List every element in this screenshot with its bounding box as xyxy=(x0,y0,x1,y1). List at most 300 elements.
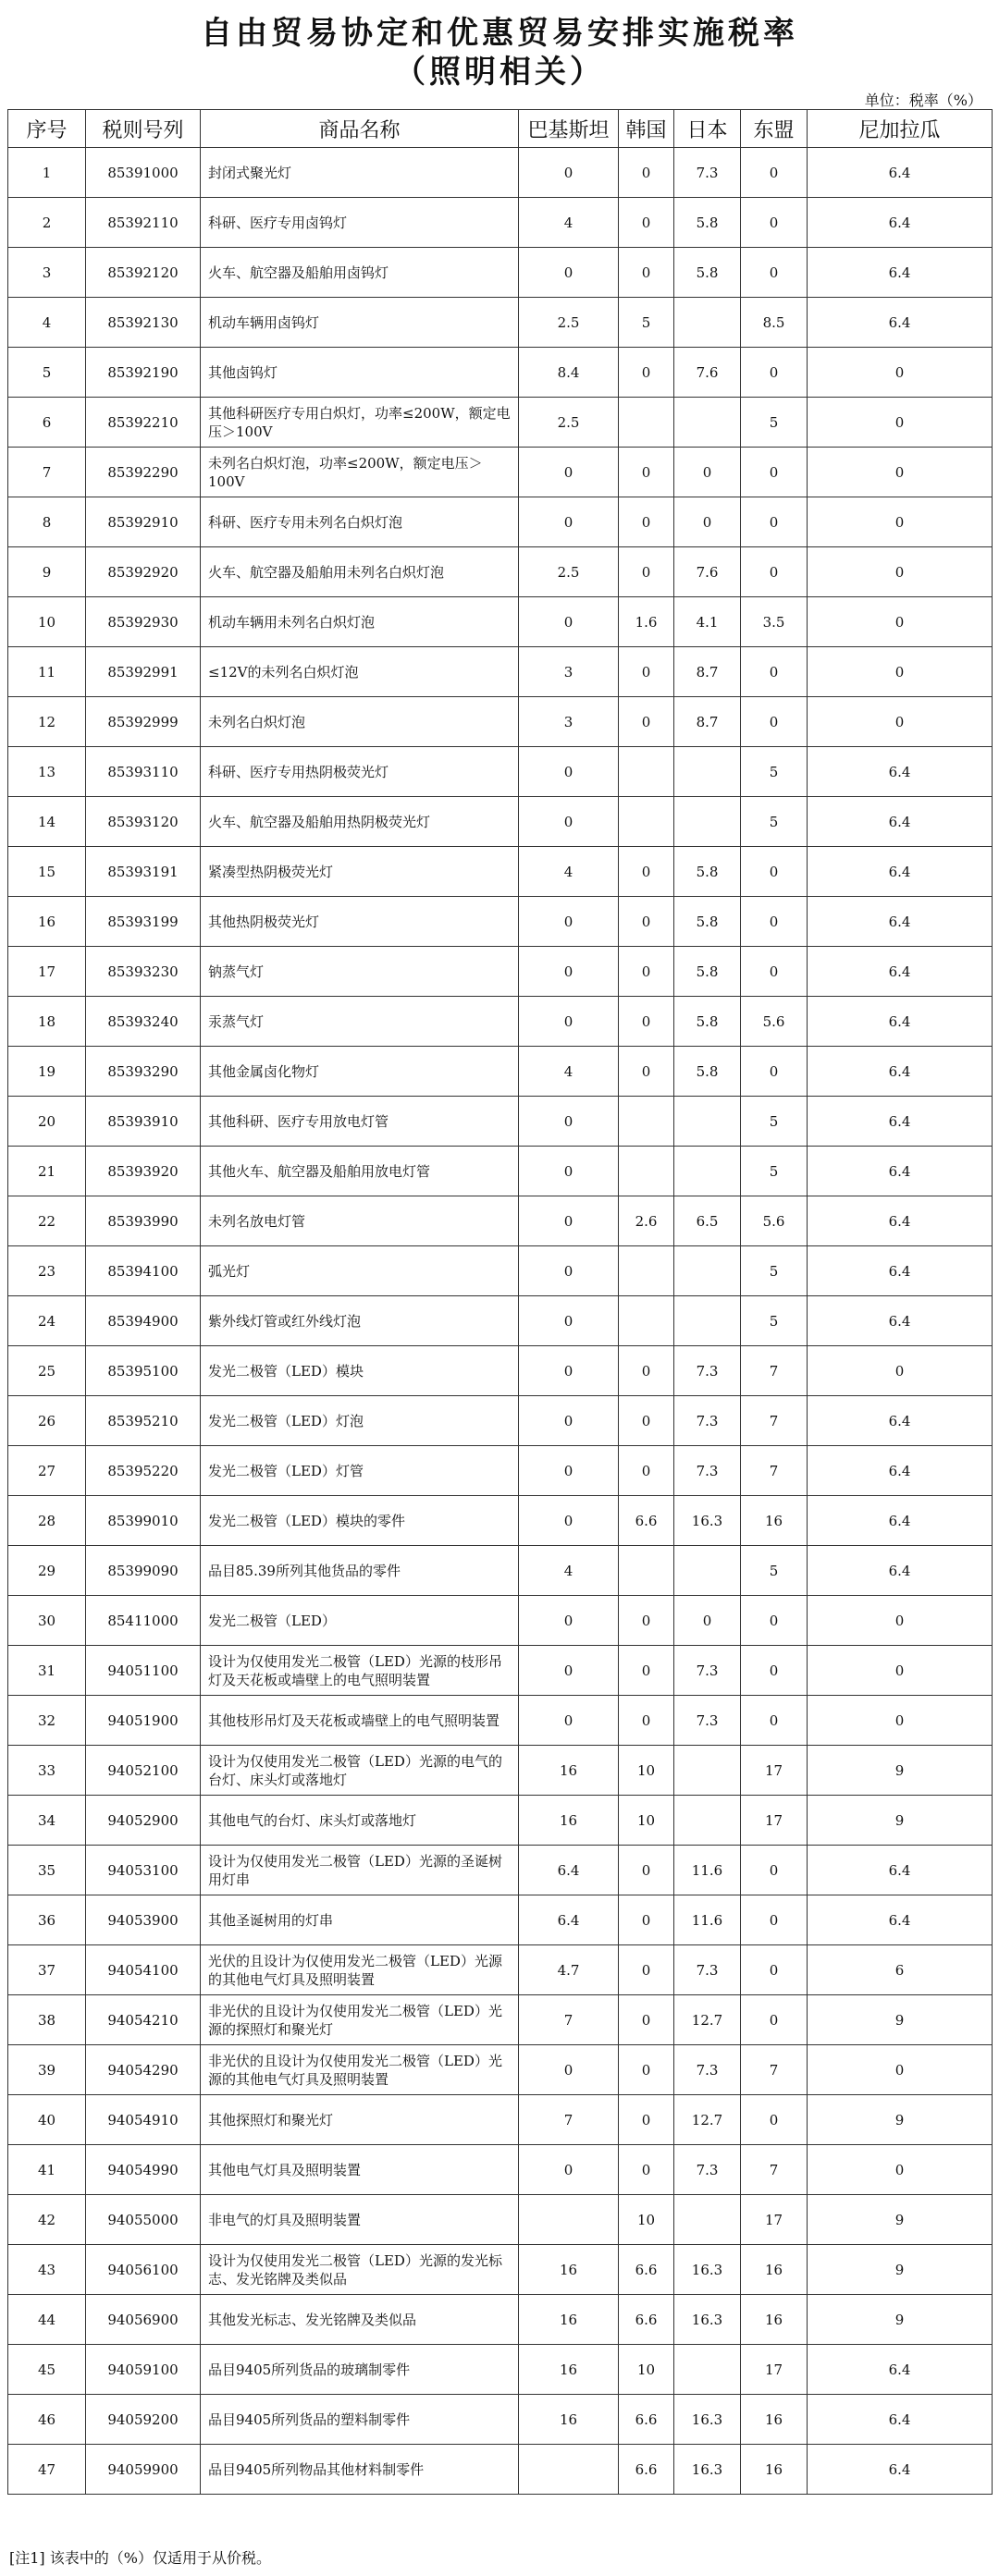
cell-rate-japan: 0 xyxy=(674,497,741,547)
cell-rate-nicaragua: 6.4 xyxy=(808,1396,993,1446)
cell-rate-japan: 7.3 xyxy=(674,1346,741,1396)
cell-rate-korea: 6.6 xyxy=(619,1496,674,1546)
cell-index: 18 xyxy=(8,997,86,1047)
table-row xyxy=(8,1246,993,1296)
cell-product-name: 其他发光标志、发光铭牌及类似品 xyxy=(201,2295,519,2345)
cell-rate-nicaragua: 0 xyxy=(808,1696,993,1746)
cell-tariff-code: 94055000 xyxy=(86,2195,201,2245)
cell-tariff-code: 94052900 xyxy=(86,1796,201,1846)
cell-rate-asean: 17 xyxy=(741,1746,808,1796)
cell-rate-nicaragua: 6.4 xyxy=(808,1196,993,1246)
cell-product-name: 火车、航空器及船舶用未列名白炽灯泡 xyxy=(201,547,519,597)
cell-rate-korea: 0 xyxy=(619,1995,674,2045)
cell-rate-japan: 12.7 xyxy=(674,1995,741,2045)
cell-tariff-code: 85392999 xyxy=(86,697,201,747)
cell-tariff-code: 85393910 xyxy=(86,1097,201,1147)
table-row xyxy=(8,1296,993,1346)
cell-tariff-code: 85395100 xyxy=(86,1346,201,1396)
cell-index: 14 xyxy=(8,797,86,847)
cell-rate-korea: 0 xyxy=(619,1396,674,1446)
cell-product-name: 科研、医疗专用热阴极荧光灯 xyxy=(201,747,519,797)
cell-rate-pakistan: 2.5 xyxy=(519,398,619,448)
cell-product-name: 光伏的且设计为仅使用发光二极管（LED）光源的其他电气灯具及照明装置 xyxy=(201,1945,519,1995)
cell-rate-pakistan: 0 xyxy=(519,1097,619,1147)
cell-rate-nicaragua: 6.4 xyxy=(808,997,993,1047)
table-body xyxy=(8,148,993,2495)
cell-rate-japan: 7.3 xyxy=(674,2045,741,2095)
cell-rate-nicaragua: 0 xyxy=(808,1596,993,1646)
cell-rate-nicaragua: 6.4 xyxy=(808,1446,993,1496)
cell-product-name: 科研、医疗专用卤钨灯 xyxy=(201,198,519,248)
cell-rate-korea: 0 xyxy=(619,148,674,198)
cell-rate-asean: 5.6 xyxy=(741,1196,808,1246)
cell-rate-japan: 5.8 xyxy=(674,947,741,997)
cell-rate-asean: 7 xyxy=(741,1396,808,1446)
cell-index: 25 xyxy=(8,1346,86,1396)
cell-tariff-code: 94059100 xyxy=(86,2345,201,2395)
cell-product-name: 科研、医疗专用未列名白炽灯泡 xyxy=(201,497,519,547)
cell-product-name: 发光二极管（LED）灯泡 xyxy=(201,1396,519,1446)
cell-index: 28 xyxy=(8,1496,86,1546)
cell-tariff-code: 85392930 xyxy=(86,597,201,647)
cell-rate-korea: 0 xyxy=(619,1696,674,1746)
cell-rate-japan: 8.7 xyxy=(674,647,741,697)
cell-index: 4 xyxy=(8,298,86,348)
column-header: 尼加拉瓜 xyxy=(808,110,993,148)
cell-tariff-code: 85392130 xyxy=(86,298,201,348)
cell-rate-asean: 0 xyxy=(741,847,808,897)
cell-tariff-code: 94056900 xyxy=(86,2295,201,2345)
cell-product-name: 其他探照灯和聚光灯 xyxy=(201,2095,519,2145)
cell-rate-japan: 5.8 xyxy=(674,997,741,1047)
column-header: 韩国 xyxy=(619,110,674,148)
cell-rate-japan: 8.7 xyxy=(674,697,741,747)
cell-rate-japan: 5.8 xyxy=(674,1047,741,1097)
cell-index: 44 xyxy=(8,2295,86,2345)
cell-rate-pakistan: 0 xyxy=(519,947,619,997)
table-row xyxy=(8,1995,993,2045)
cell-rate-pakistan: 0 xyxy=(519,897,619,947)
table-row xyxy=(8,1846,993,1895)
cell-product-name: 发光二极管（LED）灯管 xyxy=(201,1446,519,1496)
cell-tariff-code: 85395220 xyxy=(86,1446,201,1496)
cell-rate-korea: 0 xyxy=(619,2045,674,2095)
table-row xyxy=(8,2245,993,2295)
cell-rate-japan xyxy=(674,797,741,847)
cell-rate-japan: 16.3 xyxy=(674,2295,741,2345)
cell-rate-japan: 11.6 xyxy=(674,1846,741,1895)
cell-rate-nicaragua: 0 xyxy=(808,448,993,497)
cell-rate-pakistan: 4 xyxy=(519,1546,619,1596)
cell-rate-japan: 7.3 xyxy=(674,1646,741,1696)
cell-rate-pakistan: 0 xyxy=(519,1147,619,1196)
cell-product-name: 非光伏的且设计为仅使用发光二极管（LED）光源的其他电气灯具及照明装置 xyxy=(201,2045,519,2095)
cell-tariff-code: 85392910 xyxy=(86,497,201,547)
cell-rate-korea: 0 xyxy=(619,2095,674,2145)
cell-rate-pakistan: 0 xyxy=(519,1446,619,1496)
table-row xyxy=(8,1895,993,1945)
cell-rate-asean: 0 xyxy=(741,497,808,547)
table-row xyxy=(8,1147,993,1196)
cell-product-name: 封闭式聚光灯 xyxy=(201,148,519,198)
cell-rate-japan: 7.6 xyxy=(674,547,741,597)
cell-index: 15 xyxy=(8,847,86,897)
cell-index: 20 xyxy=(8,1097,86,1147)
cell-rate-asean: 17 xyxy=(741,2345,808,2395)
cell-rate-asean: 7 xyxy=(741,1446,808,1496)
cell-rate-nicaragua: 0 xyxy=(808,697,993,747)
cell-product-name: 其他火车、航空器及船舶用放电灯管 xyxy=(201,1147,519,1196)
cell-tariff-code: 85392110 xyxy=(86,198,201,248)
cell-product-name: 其他热阴极荧光灯 xyxy=(201,897,519,947)
cell-product-name: 设计为仅使用发光二极管（LED）光源的发光标志、发光铭牌及类似品 xyxy=(201,2245,519,2295)
table-row xyxy=(8,997,993,1047)
cell-index: 36 xyxy=(8,1895,86,1945)
cell-rate-korea: 1.6 xyxy=(619,597,674,647)
table-row xyxy=(8,647,993,697)
cell-rate-pakistan xyxy=(519,2195,619,2245)
cell-rate-pakistan: 2.5 xyxy=(519,547,619,597)
cell-product-name: 弧光灯 xyxy=(201,1246,519,1296)
cell-index: 35 xyxy=(8,1846,86,1895)
cell-rate-pakistan: 0 xyxy=(519,597,619,647)
cell-index: 2 xyxy=(8,198,86,248)
cell-product-name: 品目9405所列物品其他材料制零件 xyxy=(201,2445,519,2495)
cell-tariff-code: 94059900 xyxy=(86,2445,201,2495)
cell-rate-korea: 0 xyxy=(619,1596,674,1646)
table-row xyxy=(8,2145,993,2195)
cell-rate-nicaragua: 6.4 xyxy=(808,797,993,847)
cell-rate-japan: 16.3 xyxy=(674,1496,741,1546)
cell-product-name: 机动车辆用未列名白炽灯泡 xyxy=(201,597,519,647)
cell-index: 10 xyxy=(8,597,86,647)
cell-rate-korea: 0 xyxy=(619,248,674,298)
cell-index: 37 xyxy=(8,1945,86,1995)
table-row xyxy=(8,1446,993,1496)
cell-index: 42 xyxy=(8,2195,86,2245)
table-row xyxy=(8,1796,993,1846)
cell-rate-japan: 16.3 xyxy=(674,2245,741,2295)
cell-product-name: 非光伏的且设计为仅使用发光二极管（LED）光源的探照灯和聚光灯 xyxy=(201,1995,519,2045)
table-row xyxy=(8,1546,993,1596)
cell-product-name: 未列名放电灯管 xyxy=(201,1196,519,1246)
cell-rate-nicaragua: 0 xyxy=(808,597,993,647)
cell-rate-pakistan: 0 xyxy=(519,1696,619,1746)
cell-rate-asean: 5 xyxy=(741,1097,808,1147)
cell-rate-nicaragua: 0 xyxy=(808,497,993,547)
cell-rate-korea xyxy=(619,1097,674,1147)
cell-index: 22 xyxy=(8,1196,86,1246)
cell-index: 19 xyxy=(8,1047,86,1097)
cell-rate-asean: 0 xyxy=(741,1846,808,1895)
cell-tariff-code: 94051900 xyxy=(86,1696,201,1746)
cell-rate-pakistan: 0 xyxy=(519,997,619,1047)
cell-product-name: 品目9405所列货品的玻璃制零件 xyxy=(201,2345,519,2395)
cell-rate-japan xyxy=(674,2195,741,2245)
cell-rate-asean: 16 xyxy=(741,2245,808,2295)
cell-rate-asean: 17 xyxy=(741,1796,808,1846)
cell-rate-pakistan: 16 xyxy=(519,1796,619,1846)
cell-rate-nicaragua: 6.4 xyxy=(808,148,993,198)
cell-index: 13 xyxy=(8,747,86,797)
cell-tariff-code: 85392991 xyxy=(86,647,201,697)
column-header: 序号 xyxy=(8,110,86,148)
cell-rate-asean: 16 xyxy=(741,1496,808,1546)
table-row xyxy=(8,448,993,497)
cell-rate-pakistan: 16 xyxy=(519,1746,619,1796)
cell-rate-nicaragua: 6.4 xyxy=(808,1496,993,1546)
cell-index: 7 xyxy=(8,448,86,497)
cell-tariff-code: 85393990 xyxy=(86,1196,201,1246)
cell-tariff-code: 85393191 xyxy=(86,847,201,897)
cell-rate-japan: 0 xyxy=(674,448,741,497)
table-row xyxy=(8,2395,993,2445)
cell-rate-asean: 5 xyxy=(741,747,808,797)
cell-rate-asean: 0 xyxy=(741,1646,808,1696)
cell-rate-pakistan: 16 xyxy=(519,2295,619,2345)
cell-rate-pakistan: 0 xyxy=(519,1296,619,1346)
cell-index: 41 xyxy=(8,2145,86,2195)
cell-rate-korea: 0 xyxy=(619,1945,674,1995)
cell-rate-korea xyxy=(619,1147,674,1196)
cell-rate-korea: 0 xyxy=(619,547,674,597)
cell-product-name: 钠蒸气灯 xyxy=(201,947,519,997)
cell-product-name: 其他金属卤化物灯 xyxy=(201,1047,519,1097)
table-row xyxy=(8,1945,993,1995)
cell-rate-pakistan: 7 xyxy=(519,2095,619,2145)
cell-rate-asean: 0 xyxy=(741,697,808,747)
cell-tariff-code: 85393110 xyxy=(86,747,201,797)
cell-tariff-code: 94054210 xyxy=(86,1995,201,2045)
table-row xyxy=(8,298,993,348)
cell-rate-asean: 0 xyxy=(741,1995,808,2045)
cell-index: 23 xyxy=(8,1246,86,1296)
table-row xyxy=(8,747,993,797)
cell-rate-pakistan: 4 xyxy=(519,1047,619,1097)
cell-tariff-code: 94059200 xyxy=(86,2395,201,2445)
cell-rate-nicaragua: 6.4 xyxy=(808,747,993,797)
cell-rate-korea: 0 xyxy=(619,997,674,1047)
cell-rate-nicaragua: 0 xyxy=(808,348,993,398)
cell-rate-pakistan: 2.5 xyxy=(519,298,619,348)
page-subtitle: （照明相关） xyxy=(394,54,605,91)
cell-rate-pakistan: 0 xyxy=(519,797,619,847)
cell-product-name: ≤12V的未列名白炽灯泡 xyxy=(201,647,519,697)
cell-rate-japan xyxy=(674,1796,741,1846)
table-row xyxy=(8,1047,993,1097)
cell-rate-nicaragua: 6.4 xyxy=(808,1047,993,1097)
cell-product-name: 紧凑型热阴极荧光灯 xyxy=(201,847,519,897)
cell-product-name: 其他枝形吊灯及天花板或墙壁上的电气照明装置 xyxy=(201,1696,519,1746)
cell-rate-korea: 10 xyxy=(619,1746,674,1796)
cell-index: 27 xyxy=(8,1446,86,1496)
cell-rate-japan: 7.3 xyxy=(674,148,741,198)
cell-index: 12 xyxy=(8,697,86,747)
cell-index: 21 xyxy=(8,1147,86,1196)
cell-tariff-code: 94054910 xyxy=(86,2095,201,2145)
column-header: 东盟 xyxy=(741,110,808,148)
cell-tariff-code: 85392190 xyxy=(86,348,201,398)
cell-rate-japan xyxy=(674,1246,741,1296)
cell-rate-korea xyxy=(619,1246,674,1296)
cell-tariff-code: 85399010 xyxy=(86,1496,201,1546)
cell-product-name: 未列名白炽灯泡，功率≤200W，额定电压＞100V xyxy=(201,448,519,497)
cell-rate-nicaragua: 6 xyxy=(808,1945,993,1995)
cell-index: 47 xyxy=(8,2445,86,2495)
cell-rate-asean: 5 xyxy=(741,1246,808,1296)
cell-tariff-code: 85392920 xyxy=(86,547,201,597)
table-row xyxy=(8,547,993,597)
unit-label: 单位：税率（%） xyxy=(864,92,982,109)
table-row xyxy=(8,1496,993,1546)
cell-tariff-code: 85394100 xyxy=(86,1246,201,1296)
cell-rate-korea: 0 xyxy=(619,1646,674,1696)
cell-index: 34 xyxy=(8,1796,86,1846)
cell-rate-pakistan: 0 xyxy=(519,1196,619,1246)
table-row xyxy=(8,1396,993,1446)
cell-rate-pakistan: 16 xyxy=(519,2245,619,2295)
cell-index: 24 xyxy=(8,1296,86,1346)
cell-rate-pakistan: 0 xyxy=(519,1496,619,1546)
cell-rate-korea: 6.6 xyxy=(619,2395,674,2445)
cell-rate-korea: 0 xyxy=(619,448,674,497)
cell-rate-korea: 6.6 xyxy=(619,2245,674,2295)
cell-product-name: 其他圣诞树用的灯串 xyxy=(201,1895,519,1945)
cell-rate-korea: 0 xyxy=(619,1047,674,1097)
cell-rate-nicaragua: 0 xyxy=(808,2145,993,2195)
cell-rate-nicaragua: 9 xyxy=(808,2245,993,2295)
cell-product-name: 未列名白炽灯泡 xyxy=(201,697,519,747)
cell-rate-nicaragua: 0 xyxy=(808,398,993,448)
cell-tariff-code: 85393920 xyxy=(86,1147,201,1196)
cell-index: 31 xyxy=(8,1646,86,1696)
cell-rate-korea: 0 xyxy=(619,897,674,947)
cell-rate-asean: 5 xyxy=(741,1296,808,1346)
cell-rate-pakistan: 0 xyxy=(519,1646,619,1696)
cell-rate-asean: 5.6 xyxy=(741,997,808,1047)
cell-index: 26 xyxy=(8,1396,86,1446)
cell-tariff-code: 94051100 xyxy=(86,1646,201,1696)
cell-rate-asean: 0 xyxy=(741,348,808,398)
cell-rate-korea xyxy=(619,1546,674,1596)
table-row xyxy=(8,847,993,897)
cell-rate-asean: 17 xyxy=(741,2195,808,2245)
cell-rate-japan xyxy=(674,747,741,797)
cell-rate-japan: 7.3 xyxy=(674,2145,741,2195)
footnote: [注1] 该表中的（%）仅适用于从价税。 xyxy=(9,2549,271,2567)
cell-index: 9 xyxy=(8,547,86,597)
cell-rate-korea: 10 xyxy=(619,1796,674,1846)
cell-tariff-code: 85392120 xyxy=(86,248,201,298)
cell-tariff-code: 85393199 xyxy=(86,897,201,947)
cell-rate-asean: 7 xyxy=(741,2045,808,2095)
table-row xyxy=(8,2045,993,2095)
cell-rate-asean: 0 xyxy=(741,1945,808,1995)
cell-rate-korea xyxy=(619,747,674,797)
cell-rate-pakistan: 8.4 xyxy=(519,348,619,398)
cell-rate-asean: 0 xyxy=(741,148,808,198)
cell-rate-korea: 0 xyxy=(619,198,674,248)
cell-rate-korea xyxy=(619,398,674,448)
column-header: 税则号列 xyxy=(86,110,201,148)
cell-rate-pakistan: 0 xyxy=(519,1246,619,1296)
cell-rate-asean: 7 xyxy=(741,1346,808,1396)
table-row xyxy=(8,348,993,398)
cell-rate-nicaragua: 6.4 xyxy=(808,1296,993,1346)
cell-tariff-code: 85399090 xyxy=(86,1546,201,1596)
cell-index: 1 xyxy=(8,148,86,198)
cell-product-name: 其他电气的台灯、床头灯或落地灯 xyxy=(201,1796,519,1846)
cell-rate-nicaragua: 6.4 xyxy=(808,1097,993,1147)
cell-rate-pakistan: 0 xyxy=(519,497,619,547)
cell-rate-pakistan: 6.4 xyxy=(519,1846,619,1895)
cell-index: 3 xyxy=(8,248,86,298)
cell-rate-japan: 0 xyxy=(674,1596,741,1646)
cell-tariff-code: 85391000 xyxy=(86,148,201,198)
cell-rate-nicaragua: 9 xyxy=(808,1796,993,1846)
cell-rate-asean: 0 xyxy=(741,547,808,597)
cell-rate-pakistan: 0 xyxy=(519,1596,619,1646)
cell-rate-japan xyxy=(674,1097,741,1147)
cell-index: 39 xyxy=(8,2045,86,2095)
cell-rate-asean: 8.5 xyxy=(741,298,808,348)
cell-rate-asean: 7 xyxy=(741,2145,808,2195)
table-row xyxy=(8,1097,993,1147)
cell-rate-korea: 6.6 xyxy=(619,2295,674,2345)
cell-rate-asean: 0 xyxy=(741,947,808,997)
table-row xyxy=(8,2345,993,2395)
cell-rate-korea: 5 xyxy=(619,298,674,348)
cell-rate-pakistan: 0 xyxy=(519,2145,619,2195)
cell-rate-japan xyxy=(674,1546,741,1596)
cell-tariff-code: 85392210 xyxy=(86,398,201,448)
cell-index: 17 xyxy=(8,947,86,997)
cell-rate-nicaragua: 9 xyxy=(808,2095,993,2145)
cell-rate-asean: 5 xyxy=(741,398,808,448)
cell-rate-nicaragua: 6.4 xyxy=(808,897,993,947)
cell-rate-nicaragua: 9 xyxy=(808,1995,993,2045)
table-row xyxy=(8,1696,993,1746)
cell-rate-nicaragua: 0 xyxy=(808,2045,993,2095)
cell-rate-pakistan: 3 xyxy=(519,647,619,697)
cell-index: 5 xyxy=(8,348,86,398)
cell-rate-pakistan: 0 xyxy=(519,1346,619,1396)
cell-product-name: 品目85.39所列其他货品的零件 xyxy=(201,1546,519,1596)
cell-index: 30 xyxy=(8,1596,86,1646)
cell-rate-pakistan xyxy=(519,2445,619,2495)
table-row xyxy=(8,697,993,747)
cell-rate-japan: 4.1 xyxy=(674,597,741,647)
table-row xyxy=(8,1746,993,1796)
cell-rate-japan: 5.8 xyxy=(674,198,741,248)
page-title: 自由贸易协定和优惠贸易安排实施税率 xyxy=(201,15,798,52)
cell-tariff-code: 94052100 xyxy=(86,1746,201,1796)
cell-rate-korea: 0 xyxy=(619,1895,674,1945)
cell-rate-japan: 7.3 xyxy=(674,1396,741,1446)
cell-rate-pakistan: 7 xyxy=(519,1995,619,2045)
cell-rate-japan: 7.3 xyxy=(674,1696,741,1746)
cell-rate-pakistan: 16 xyxy=(519,2395,619,2445)
table-row xyxy=(8,1646,993,1696)
cell-rate-asean: 0 xyxy=(741,2095,808,2145)
cell-rate-korea: 0 xyxy=(619,697,674,747)
cell-rate-japan xyxy=(674,1296,741,1346)
cell-index: 29 xyxy=(8,1546,86,1596)
table-row xyxy=(8,897,993,947)
cell-rate-korea: 0 xyxy=(619,647,674,697)
cell-rate-korea: 10 xyxy=(619,2345,674,2395)
cell-rate-japan xyxy=(674,1746,741,1796)
